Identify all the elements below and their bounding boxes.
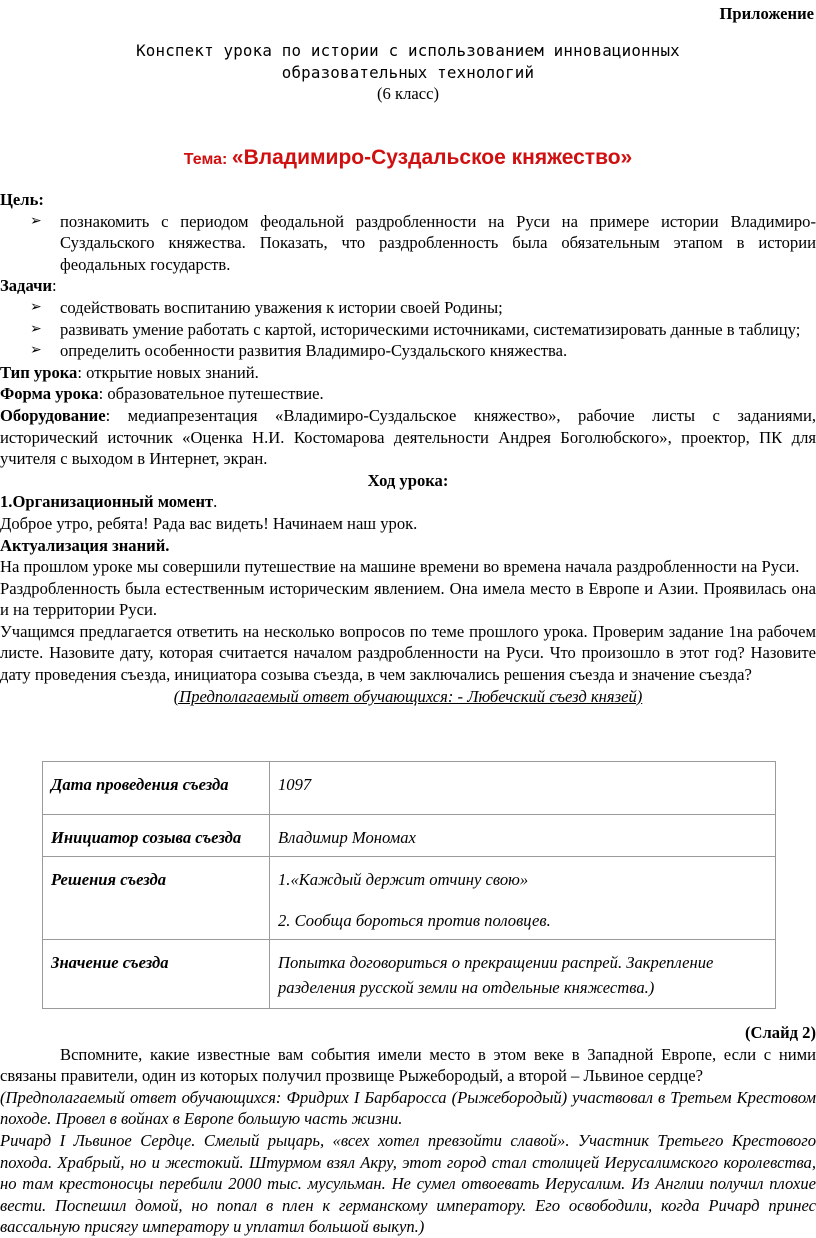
subtitle-line-2: образовательных технологий xyxy=(281,63,535,82)
lesson-plan-body xyxy=(0,189,816,707)
table-row xyxy=(43,857,776,940)
table-value: Владимир Мономах xyxy=(270,815,776,857)
lesson-type: Тип урока: открытие новых знаний. xyxy=(0,362,259,382)
arrow-bullet-icon: ➢ xyxy=(30,342,42,359)
lesson-form: Форма урока: образовательное путешествие. xyxy=(0,384,324,404)
table-value: 1.«Каждый держит отчину свою» 2. Сообща бороться против половцев. xyxy=(270,857,776,940)
table-row xyxy=(43,762,776,815)
paragraph-2: Раздробленность была естественным историческим явлением. Она имела место в Европе и Азии. Проявилась она и на территории Руси. xyxy=(0,578,816,620)
slide-2-section xyxy=(0,1022,816,1238)
course-heading: Ход урока: xyxy=(367,470,449,490)
tasks-heading: Задачи: xyxy=(0,276,57,296)
slide-2-answer-2: Ричард I Львиное Сердце. Смелый рыцарь, «всех хотел превзойти славой». Участник Третьего Крестового похода. Храбрый, но и жестокий. Штурмом взял Акру, этот город стал столицей Иерусалимского королевства, но там крестоносцы перебили 2000 тыс. мусульман. Не сумел отвоевать Иерусалим. Из Англии получил плохие вести. Поспешил домой, но попал в плен к германскому императору. Его освободили, когда Ричард принес вассальную присягу императору и уплатил большой выкуп.) xyxy=(0,1130,816,1237)
table-row xyxy=(43,815,776,857)
table-value: 1097 xyxy=(270,762,776,815)
arrow-bullet-icon: ➢ xyxy=(30,320,42,337)
actualization-heading: Актуализация знаний. xyxy=(0,535,170,555)
task-item: ➢ развивать умение работать с картой, историческими источниками, систематизировать данные в таблицу; xyxy=(30,319,801,339)
task-item: ➢ содействовать воспитанию уважения к истории своей Родины; xyxy=(30,297,503,317)
congress-table xyxy=(42,761,776,1009)
equipment: Оборудование: медиапрезентация «Владимиро-Суздальское княжество», рабочие листы с заданиями, исторический источник «Оценка Н.И. Костомарова деятельности Андрея Боголюбского», проектор, ПК для учителя с выходом в Интернет, экран. xyxy=(0,405,816,469)
goal-item: ➢ познакомить с периодом феодальной раздробленности на Руси на примере истории Владимиро-Суздальского княжества. Показать, что раздробленность была обязательным этапом в истории феодальных государств. xyxy=(30,211,816,274)
org-moment: 1.Организационный момент. xyxy=(0,492,218,512)
table-key: Дата проведения съезда xyxy=(43,762,270,815)
goal-list xyxy=(0,211,816,276)
arrow-bullet-icon: ➢ xyxy=(30,212,42,229)
appendix-label: Приложение xyxy=(719,4,814,23)
tasks-list xyxy=(0,297,816,362)
topic-value: «Владимиро-Суздальское княжество» xyxy=(231,146,633,169)
subtitle-line-1: Конспект урока по истории с использованием инновационных xyxy=(136,41,680,60)
greeting: Доброе утро, ребята! Рада вас видеть! Начинаем наш урок. xyxy=(0,513,418,533)
table-key: Значение съезда xyxy=(43,940,270,1009)
goal-label: Цель: xyxy=(0,190,44,209)
table-row xyxy=(43,940,776,1009)
paragraph-1: На прошлом уроке мы совершили путешествие на машине времени во времена начала раздробленности на Руси. xyxy=(0,557,800,577)
topic-heading xyxy=(0,146,816,170)
task-item: ➢ определить особенности развития Владимиро-Суздальского княжества. xyxy=(30,341,568,361)
paragraph-3: Учащимся предлагается ответить на несколько вопросов по теме прошлого урока. Проверим задание 1на рабочем листе. Назовите дату, которая считается началом раздробленности на Руси. Что произошло в этот год? Назовите дату проведения съезда, инициатора созыва съезда, в чем заключались решения съезда и значение съезда? xyxy=(0,621,816,685)
table-key: Решения съезда xyxy=(43,857,270,940)
expected-answer: (Предполагаемый ответ обучающихся: - Любечский съезд князей) xyxy=(173,686,643,706)
topic-label: Тема: xyxy=(183,151,228,168)
tasks-label: Задачи xyxy=(0,276,53,296)
slide-2-question: Вспомните, какие известные вам события имели место в этом веке в Западной Европе, если с ними связаны правители, один из которых получил прозвище Рыжебородый, а второй – Львиное сердце? xyxy=(0,1044,816,1086)
slide-2-answer-1: (Предполагаемый ответ обучающихся: Фридрих I Барбаросса (Рыжебородый) участвовал в Третьем Крестовом походе. Провел в войнах в Европе большую часть жизни. xyxy=(0,1087,816,1129)
document-subtitle xyxy=(30,40,786,84)
arrow-bullet-icon: ➢ xyxy=(30,298,42,315)
table-key: Инициатор созыва съезда xyxy=(43,815,270,857)
table-value: Попытка договориться о прекращении распрей. Закрепление разделения русской земли на отдельные княжества.) xyxy=(270,940,776,1009)
slide-2-label: (Слайд 2) xyxy=(744,1023,816,1042)
grade-label: (6 класс) xyxy=(377,84,439,103)
